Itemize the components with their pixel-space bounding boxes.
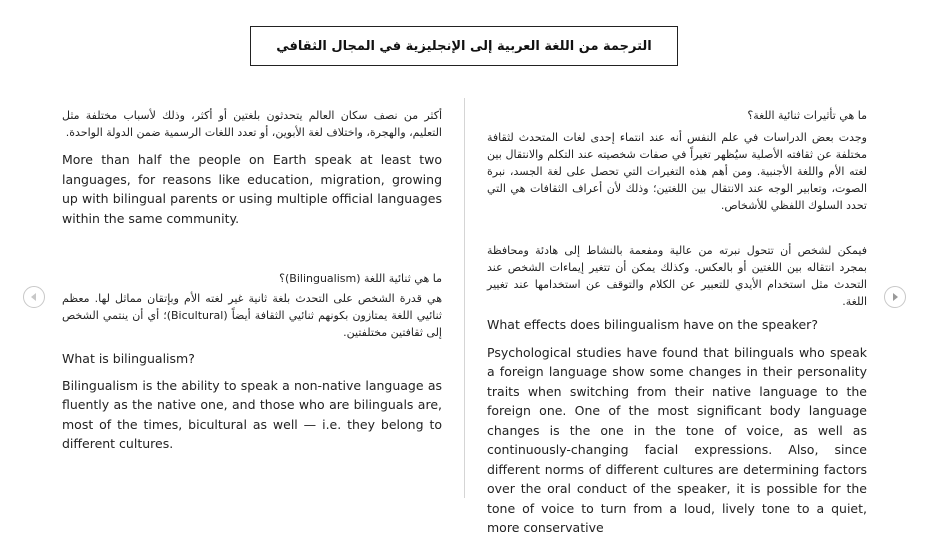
english-question-bilingualism: What is bilingualism? (62, 351, 195, 366)
chevron-left-icon (29, 292, 39, 302)
column-divider (464, 98, 465, 498)
arabic-answer-bilingualism: هي قدرة الشخص على التحدث بلغة ثانية غير لغته الأم وبإتقان مماثل لها. معظم ثنائيي اللغة يمتازون بكونهم ثنائيي الثقافة أيضاً (Bicultural)؛ أي أن ينتمي الشخص إلى ثقافتين مختلفتين. (62, 292, 442, 339)
arabic-question-effects: ما هي تأثيرات ثنائية اللغة؟ (747, 109, 867, 122)
english-intro: More than half the people on Earth speak at least two languages, for reasons like education, migration, growing up with bilingual parents or using multiple official languages within the same community. (62, 152, 442, 226)
english-effects-paragraph: Psychological studies have found that bilinguals who speak a foreign language show some changes in their personality traits when switching from their native language to the foreign one. One of the most significant body language changes is the one in the tone of voice, as well as continuously-changing facial expressions. Also, since different norms of different cultures are determining factors over the oral conduct of the speaker, it is possible for the tone of voice to turn from a loud, lively tone to a quiet, more conservative (487, 344, 867, 535)
arabic-effects-paragraph-1: وجدت بعض الدراسات في علم النفس أنه عند انتماء إحدى لغات المتحدث لثقافة مختلفة عن ثقافته الأصلية سيُظهر تغيراً في صفات شخصيته عند التكلم والانتقال بين لغته الأم واللغة الأجنبية. ومن أهم هذه التغيرات التي تحصل على لغة الجسد، نبرة الصوت، وتعابير الوجه عند الانتقال بين اللغتين؛ وذلك لأن أعراف الثقافات هي التي تحدد السلوك اللفظي للأشخاص. (487, 131, 867, 212)
arabic-effects-paragraph-2: فيمكن لشخص أن تتحول نبرته من عالية ومفعمة بالنشاط إلى هادئة ومحافظة بمجرد انتقاله بين اللغتين أو بالعكس. وكذلك يمكن أن تتغير إيماءات الشخص عند التحدث مثل استخدام الأيدي للتعبير عن الكلام والتوقف عن استخدامها عند تغيير اللغة. (487, 244, 867, 308)
arabic-intro: أكثر من نصف سكان العالم يتحدثون بلغتين أو أكثر، وذلك لأسباب مختلفة مثل التعليم، والهجرة، واختلاف لغة الأبوين، أو تعدد اللغات الرسمية ضمن الدولة الواحدة. (62, 109, 442, 139)
right-column (487, 107, 867, 538)
chevron-right-icon (890, 292, 900, 302)
prev-page-button[interactable] (23, 286, 45, 308)
page-title: الترجمة من اللغة العربية إلى الإنجليزية في المجال الثقافي (250, 26, 678, 66)
english-answer-bilingualism: Bilingualism is the ability to speak a non-native language as fluently as the native one, and those who are bilinguals are, most of the times, bicultural as well — i.e. they belong to different cultures. (62, 377, 442, 451)
arabic-question-bilingualism: ما هي ثنائية اللغة (Bilingualism)؟ (279, 272, 442, 285)
left-column (62, 107, 442, 454)
next-page-button[interactable] (884, 286, 906, 308)
english-question-effects: What effects does bilingualism have on the speaker? (487, 317, 818, 332)
